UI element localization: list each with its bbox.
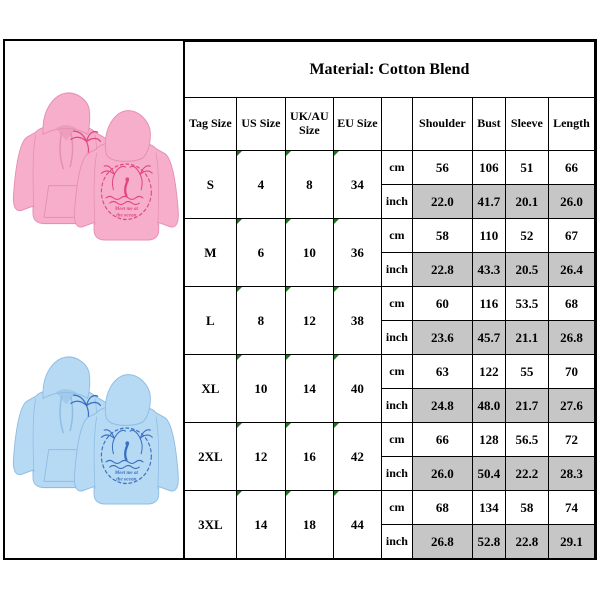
measurement-cell: 22.8 bbox=[412, 253, 472, 287]
measurement-cell: 26.0 bbox=[412, 457, 472, 491]
measurement-cell: 24.8 bbox=[412, 389, 472, 423]
measurement-cell: 63 bbox=[412, 355, 472, 389]
tag-size-cell: 2XL bbox=[184, 423, 236, 491]
measurement-cell: 58 bbox=[505, 491, 548, 525]
header-us-size: US Size bbox=[236, 98, 285, 151]
tag-size-cell: L bbox=[184, 287, 236, 355]
measurement-cell: 26.8 bbox=[548, 321, 594, 355]
unit-label-cell: cm bbox=[381, 287, 412, 321]
measurement-cell: 23.6 bbox=[412, 321, 472, 355]
size-row-l-cm bbox=[184, 287, 594, 321]
measurement-cell: 66 bbox=[548, 151, 594, 185]
measurement-cell: 58 bbox=[412, 219, 472, 253]
material-row bbox=[184, 42, 594, 98]
blue-hoodie-image bbox=[8, 347, 180, 505]
measurement-cell: 26.0 bbox=[548, 185, 594, 219]
unit-label-cell: inch bbox=[381, 389, 412, 423]
ukau-size-cell: 12 bbox=[285, 287, 333, 355]
ukau-size-cell: 8 bbox=[285, 151, 333, 219]
column-header-row bbox=[184, 98, 594, 151]
header-ukau-size: UK/AU Size bbox=[285, 98, 333, 151]
measurement-cell: 22.0 bbox=[412, 185, 472, 219]
product-image-column bbox=[5, 41, 184, 558]
measurement-cell: 26.4 bbox=[548, 253, 594, 287]
measurement-cell: 116 bbox=[472, 287, 505, 321]
measurement-cell: 43.3 bbox=[472, 253, 505, 287]
pink-back-print-text-line2: the ocean bbox=[116, 212, 137, 219]
measurement-cell: 56.5 bbox=[505, 423, 548, 457]
measurement-cell: 51 bbox=[505, 151, 548, 185]
measurement-cell: 68 bbox=[412, 491, 472, 525]
header-shoulder: Shoulder bbox=[412, 98, 472, 151]
ukau-size-cell: 18 bbox=[285, 491, 333, 559]
pink-hoodie-image bbox=[8, 83, 180, 241]
measurement-cell: 45.7 bbox=[472, 321, 505, 355]
header-tag-size: Tag Size bbox=[184, 98, 236, 151]
tag-size-cell: 3XL bbox=[184, 491, 236, 559]
measurement-cell: 72 bbox=[548, 423, 594, 457]
header-length: Length bbox=[548, 98, 594, 151]
measurement-cell: 50.4 bbox=[472, 457, 505, 491]
unit-label-cell: inch bbox=[381, 525, 412, 559]
measurement-cell: 56 bbox=[412, 151, 472, 185]
measurement-cell: 28.3 bbox=[548, 457, 594, 491]
us-size-cell: 10 bbox=[236, 355, 285, 423]
eu-size-cell: 44 bbox=[333, 491, 381, 559]
blue-back-print-text-line2: the ocean bbox=[116, 476, 137, 483]
measurement-cell: 68 bbox=[548, 287, 594, 321]
eu-size-cell: 36 bbox=[333, 219, 381, 287]
measurement-cell: 74 bbox=[548, 491, 594, 525]
measurement-cell: 20.1 bbox=[505, 185, 548, 219]
size-row-2xl-cm bbox=[184, 423, 594, 457]
measurement-cell: 26.8 bbox=[412, 525, 472, 559]
measurement-cell: 134 bbox=[472, 491, 505, 525]
ukau-size-cell: 16 bbox=[285, 423, 333, 491]
us-size-cell: 6 bbox=[236, 219, 285, 287]
size-row-3xl-cm bbox=[184, 491, 594, 525]
us-size-cell: 14 bbox=[236, 491, 285, 559]
unit-label-cell: cm bbox=[381, 491, 412, 525]
ukau-size-cell: 14 bbox=[285, 355, 333, 423]
us-size-cell: 12 bbox=[236, 423, 285, 491]
measurement-cell: 70 bbox=[548, 355, 594, 389]
size-chart-sheet bbox=[3, 39, 597, 560]
size-row-xl-cm bbox=[184, 355, 594, 389]
measurement-cell: 67 bbox=[548, 219, 594, 253]
measurement-cell: 48.0 bbox=[472, 389, 505, 423]
unit-label-cell: cm bbox=[381, 423, 412, 457]
measurement-cell: 110 bbox=[472, 219, 505, 253]
unit-label-cell: cm bbox=[381, 219, 412, 253]
unit-label-cell: inch bbox=[381, 185, 412, 219]
eu-size-cell: 38 bbox=[333, 287, 381, 355]
measurement-cell: 60 bbox=[412, 287, 472, 321]
tag-size-cell: XL bbox=[184, 355, 236, 423]
measurement-cell: 22.2 bbox=[505, 457, 548, 491]
pink-back-print-text-line1: Meet me at bbox=[114, 206, 138, 213]
unit-label-cell: inch bbox=[381, 457, 412, 491]
measurement-cell: 27.6 bbox=[548, 389, 594, 423]
eu-size-cell: 34 bbox=[333, 151, 381, 219]
measurement-cell: 55 bbox=[505, 355, 548, 389]
unit-label-cell: cm bbox=[381, 151, 412, 185]
measurement-cell: 29.1 bbox=[548, 525, 594, 559]
header-bust: Bust bbox=[472, 98, 505, 151]
measurement-cell: 122 bbox=[472, 355, 505, 389]
measurement-cell: 22.8 bbox=[505, 525, 548, 559]
measurement-cell: 52 bbox=[505, 219, 548, 253]
measurement-cell: 106 bbox=[472, 151, 505, 185]
header-unit bbox=[381, 98, 412, 151]
measurement-cell: 66 bbox=[412, 423, 472, 457]
material-title: Material: Cotton Blend bbox=[184, 42, 594, 98]
tag-size-cell: S bbox=[184, 151, 236, 219]
measurement-cell: 41.7 bbox=[472, 185, 505, 219]
unit-label-cell: cm bbox=[381, 355, 412, 389]
size-row-m-cm bbox=[184, 219, 594, 253]
tag-size-cell: M bbox=[184, 219, 236, 287]
header-sleeve: Sleeve bbox=[505, 98, 548, 151]
measurement-cell: 52.8 bbox=[472, 525, 505, 559]
measurement-cell: 21.7 bbox=[505, 389, 548, 423]
measurement-cell: 21.1 bbox=[505, 321, 548, 355]
unit-label-cell: inch bbox=[381, 253, 412, 287]
unit-label-cell: inch bbox=[381, 321, 412, 355]
size-row-s-cm bbox=[184, 151, 594, 185]
ukau-size-cell: 10 bbox=[285, 219, 333, 287]
size-chart-table bbox=[184, 41, 595, 559]
us-size-cell: 4 bbox=[236, 151, 285, 219]
us-size-cell: 8 bbox=[236, 287, 285, 355]
eu-size-cell: 42 bbox=[333, 423, 381, 491]
measurement-cell: 128 bbox=[472, 423, 505, 457]
header-eu-size: EU Size bbox=[333, 98, 381, 151]
blue-back-print-text-line1: Meet me at bbox=[114, 470, 138, 477]
eu-size-cell: 40 bbox=[333, 355, 381, 423]
measurement-cell: 20.5 bbox=[505, 253, 548, 287]
measurement-cell: 53.5 bbox=[505, 287, 548, 321]
